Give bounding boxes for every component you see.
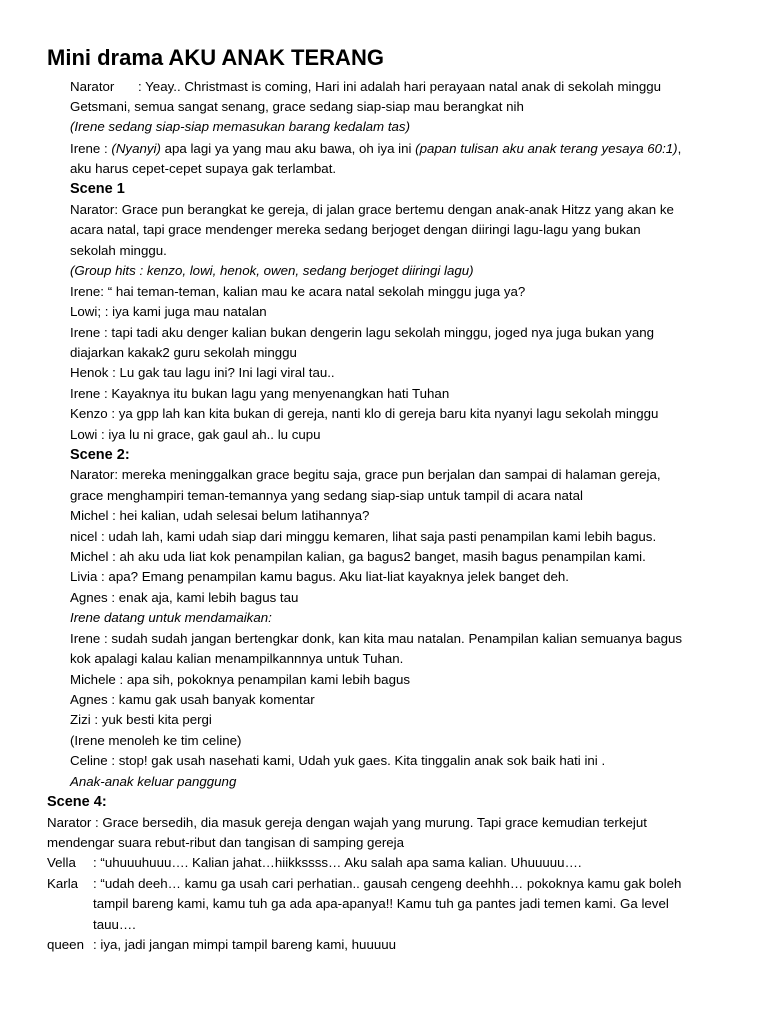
script-line: Michele : apa sih, pokoknya penampilan kami lebih bagus <box>70 672 411 687</box>
script-line: Henok : Lu gak tau lagu ini? Ini lagi viral tau.. <box>70 365 335 380</box>
script-line: Irene : sudah sudah jangan bertengkar donk, kan kita mau natalan. Penampilan kalian semuanya bagus <box>70 631 683 646</box>
stage-direction: (Group hits : kenzo, lowi, henok, owen, sedang berjoget diiringi lagu) <box>70 263 474 278</box>
irene-line <box>70 139 681 159</box>
dialogue-text: apa lagi ya yang mau aku bawa, oh iya ini <box>160 141 416 156</box>
script-line: Narator : Grace bersedih, dia masuk gereja dengan wajah yang murung. Tapi grace kemudian terkejut <box>47 815 647 830</box>
stage-direction: (Nyanyi) <box>111 141 161 156</box>
vella-line <box>47 853 582 873</box>
script-line: grace menghampiri teman-temannya yang sedang siap-siap untuk tampil di acara natal <box>70 488 583 503</box>
script-line: Narator: Grace pun berangkat ke gereja, di jalan grace bertemu dengan anak-anak Hitzz yang akan ke <box>70 202 674 217</box>
script-line: kok apalagi kalau kalian menampilkannnya untuk Tuhan. <box>70 651 404 666</box>
script-line: Irene: “ hai teman-teman, kalian mau ke acara natal sekolah minggu juga ya? <box>70 284 526 299</box>
script-line: Michel : ah aku uda liat kok penampilan kalian, ga bagus2 banget, masih bagus penampilan kami. <box>70 549 646 564</box>
karla-line <box>47 874 681 894</box>
speaker-label: Vella <box>47 855 76 870</box>
script-line: Kenzo : ya gpp lah kan kita bukan di gereja, nanti klo di gereja baru kita nyanyi lagu sekolah minggu <box>70 406 659 421</box>
narator-line <box>70 77 661 97</box>
speaker-label: Narator <box>70 79 115 94</box>
script-line: Livia : apa? Emang penampilan kamu bagus. Aku liat-liat kayaknya jelek banget deh. <box>70 569 569 584</box>
script-line: sekolah minggu. <box>70 243 167 258</box>
queen-line <box>47 935 396 955</box>
script-line: Agnes : enak aja, kami lebih bagus tau <box>70 590 299 605</box>
script-line: Michel : hei kalian, udah selesai belum latihannya? <box>70 508 370 523</box>
script-line: mendengar suara rebut-ribut dan tangisan di samping gereja <box>47 835 405 850</box>
stage-direction: Irene datang untuk mendamaikan: <box>70 610 272 625</box>
script-line: Irene : Kayaknya itu bukan lagu yang menyenangkan hati Tuhan <box>70 386 450 401</box>
dialogue-text: : “uhuuuhuuu…. Kalian jahat…hiikkssss… Aku salah apa sama kalian. Uhuuuuu…. <box>93 855 582 870</box>
narator-line-cont: Getsmani, semua sangat senang, grace sedang siap-siap mau berangkat nih <box>70 99 524 114</box>
scene-heading: Scene 2: <box>70 447 130 463</box>
karla-line-cont: tampil bareng kami, kamu tuh ga ada apa-apanya!! Kamu tuh ga pantes jadi temen kami. Ga level <box>93 896 669 911</box>
script-line: Lowi; : iya kami juga mau natalan <box>70 304 267 319</box>
scene-heading: Scene 1 <box>70 181 125 197</box>
script-line: Agnes : kamu gak usah banyak komentar <box>70 692 315 707</box>
script-line: Lowi : iya lu ni grace, gak gaul ah.. lu cupu <box>70 427 321 442</box>
speaker-label: Karla <box>47 876 79 891</box>
document-title: Mini drama AKU ANAK TERANG <box>47 45 384 70</box>
script-line: (Irene menoleh ke tim celine) <box>70 733 242 748</box>
script-line: Narator: mereka meninggalkan grace begitu saja, grace pun berjalan dan sampai di halaman gereja, <box>70 467 661 482</box>
dialogue-text: : Yeay.. Christmast is coming, Hari ini adalah hari perayaan natal anak di sekolah minggu <box>138 79 662 94</box>
script-line: diajarkan kakak2 guru sekolah minggu <box>70 345 297 360</box>
speaker-label: Irene : <box>70 141 112 156</box>
speaker-label: queen <box>47 937 84 952</box>
stage-direction: (Irene sedang siap-siap memasukan barang kedalam tas) <box>70 119 410 134</box>
karla-line-cont: tauu…. <box>93 917 136 932</box>
scene-heading: Scene 4: <box>47 794 107 810</box>
stage-direction: Anak-anak keluar panggung <box>70 774 237 789</box>
script-line: Zizi : yuk besti kita pergi <box>70 712 212 727</box>
script-line: acara natal, tapi grace mendenger mereka sedang berjoget dengan diiringi lagu-lagu yang bukan <box>70 222 641 237</box>
script-line: nicel : udah lah, kami udah siap dari minggu kemaren, lihat saja pasti penampilan kami lebih bagus. <box>70 529 657 544</box>
dialogue-text: : “udah deeh… kamu ga usah cari perhatian.. gausah cengeng deehhh… pokoknya kamu gak boleh <box>93 876 682 891</box>
stage-direction: (papan tulisan aku anak terang yesaya 60:1) <box>415 141 678 156</box>
irene-line-cont: aku harus cepet-cepet supaya gak terlambat. <box>70 161 337 176</box>
dialogue-text: : iya, jadi jangan mimpi tampil bareng kami, huuuuu <box>93 937 397 952</box>
script-line: Irene : tapi tadi aku denger kalian bukan dengerin lagu sekolah minggu, joged nya juga bukan yang <box>70 325 655 340</box>
dialogue-text: , <box>677 141 682 156</box>
script-line: Celine : stop! gak usah nasehati kami, Udah yuk gaes. Kita tinggalin anak sok baik hati ini . <box>70 753 606 768</box>
